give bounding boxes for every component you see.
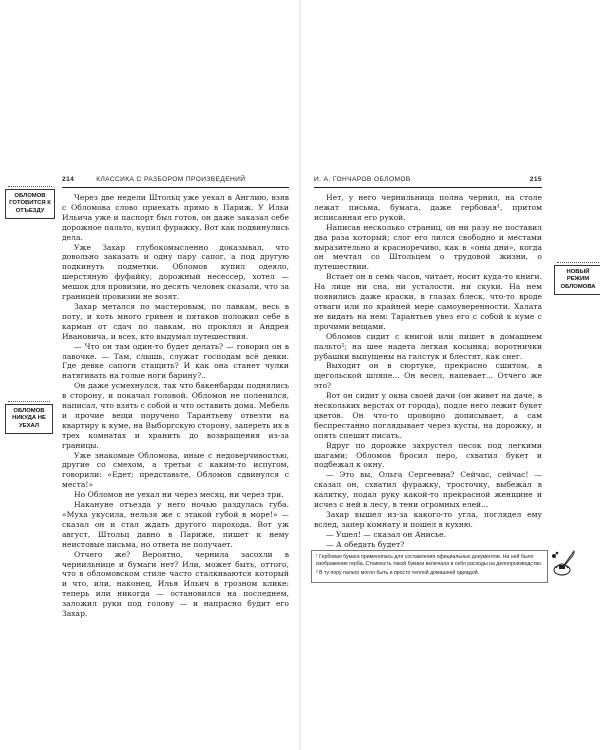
paragraph: Но Обломов не уехал ни через месяц, ни через три. [74,490,284,500]
margin-note-not-left: ОБЛОМОВ НИКУДА НЕ УЕХАЛ [5,404,53,434]
left-text-column [62,193,289,619]
right-header-title: И. А. ГОНЧАРОВ ОБЛОМОВ [314,175,411,183]
paragraph: Выходит он в сюртуке, прекрасно сшитом, в щегольской шляпе... Он весел, напевает... Отчего же это? [314,361,542,391]
right-page-number: 215 [529,175,542,183]
footnote: ¹ Гербовая бумага применялась для составления официальных документов. На ней было изображение герба. Стоимость такой бумаги включала в себя расходы на делопроизводство. [316,554,543,567]
paragraph: Уже Захар глубокомысленно доказывал, что довольно заказать и одну пару сапог, а под другую подкинуть подметки. Обломов купил одеяло, шерстяную фуфайку, дорожный несессер, хотел — мешок для провизии, но десять человек сказали, что за границей провизии не возят. [62,242,289,302]
paragraph: Нет, у него чернильница полна чернил, на столе лежат письма, бумага, даже гербовая¹, притом исписанная его рукой. [314,193,542,222]
paragraph: Вот он сидит у окна своей дачи (он живет на даче, в нескольких верстах от города), подле него лежит букет цветов. Он что-то проворно дописывает, а сам беспрестанно поглядывает через кусты, на дорожку, и опять спешит писать. [314,391,542,440]
paragraph: — А обедать будет? [326,539,405,549]
paragraph: Захар метался по мастеровым, по лавкам, весь в поту, и хоть много гривен и пятаков положил себе в карман от сдач по лавкам, но проклял и Андрея Ивановича, и всех, кто выдумал путешествия. [62,301,289,341]
paragraph: Вдруг по дорожке захрустел песок под легкими шагами; Обломов бросил перо, схватил букет и подбежал к окну. [314,440,542,470]
paragraph: — Ушел! — сказал он Анисье. [326,529,446,539]
right-running-header [314,172,542,186]
paragraph: Накануне отъезда у него ночью раздулась губа. «Муха укусила, нельзя же с этакой губой в море!» — сказал он и стал ждать другого парохода. Вот уж август, Штольц давно в Париже, пишет к нему неистовые письма, но ответа не получает. [62,500,289,549]
right-page [300,0,600,750]
footnotes-box [311,550,548,583]
paragraph: Встает он в семь часов, читает, носит куда-то книги. На лице ни сна, ни усталости, ни скуки. На нем появились даже краски, в глазах блеск, что-то вроде отваги или по крайней мере самоуверенности. Халата не видать на нем: Тарантьев увез его с собой к куме с прочими вещами. [314,272,542,331]
right-text-column [314,193,542,550]
paragraph: Обломов сидит с книгой или пишет в домашнем пальто²; на шее надета легкая косынка; воротнички рубашки выпущены на галстук и блестят, как снег. [314,331,542,361]
footnote: ² В ту пору пальто могло быть и просто теплой домашней одеждой. [316,570,480,576]
paragraph: — Что он там один-то будет делать? — говорил он в лавочке. — Там, слышь, служат господам всё девки. Где девке сапоги стащить? И как она станет чулки натягивать на голые ноги барину?.. [62,341,289,381]
paragraph: Он даже усмехнулся, так что бакенбарды поднялись в сторону, и покачал головой. Обломов не поленился, написал, что взять с собой и что оставить дома. Мебель и прочие вещи поручено Тарантьеву отвезти на квартиру к куме, на Выборгскую сторону, запереть их в трех комнатах и хранить до возвращения из-за границы. [62,381,289,450]
paragraph: — Это вы, Ольга Сергеевна? Сейчас, сейчас! — сказал он, схватил фуражку, тросточку, выбежал в калитку, подал руку какой-то прекрасной женщине и исчез с ней в лесу, в тени огромных елей... [314,470,542,510]
paragraph: Уже знакомые Обломова, иные с недоверчивостью, другие со смехом, а третьи с каким-то испугом, говорили: «Едет; представьте, Обломов сдвинулся с места!» [62,450,289,490]
right-header-rule [314,187,542,188]
left-page-number: 214 [62,175,75,183]
margin-note-new-regime: НОВЫЙ РЕЖИМ ОБЛОМОВА [554,265,600,295]
left-running-header [62,172,289,186]
paragraph: Через две недели Штольц уже уехал в Англию, взяв с Обломова слово приехать прямо в Париж. У Ильи Ильича уже и паспорт был готов, он даже заказал себе дорожное пальто, купил фуражку. Вот как подвинулись дела. [62,193,289,242]
paragraph: Отчего же? Вероятно, чернила засохли в чернильнице и бумаги нет? Или, может быть, оттого, что в обломовском стиле часто сталкиваются который и что, или, наконец, Илья Ильич в грозном клике: теперь или никогда — остановился на последнем, заложил руки под голову — и напрасно будит его Захар. [62,549,289,619]
paragraph: Написав несколько страниц, он ни разу не поставил два раза который; слог его лился свободно и местами выразительно и красноречиво, как в «оны дни», когда он мечтал со Штольцем о трудовой жизни, о путешествии. [314,222,542,272]
left-header-rule [62,187,289,188]
left-header-title: КЛАССИКА С РАЗБОРОМ ПРОИЗВЕДЕНИЙ [96,175,246,183]
quill-inkwell-icon [548,548,578,578]
margin-note-departure: ОБЛОМОВ ГОТОВИТСЯ К ОТЪЕЗДУ [5,189,55,219]
paragraph: Захар вышел из-за какого-то угла, поглядел ему вслед, запер комнату и пошел в кухню. [314,510,542,529]
